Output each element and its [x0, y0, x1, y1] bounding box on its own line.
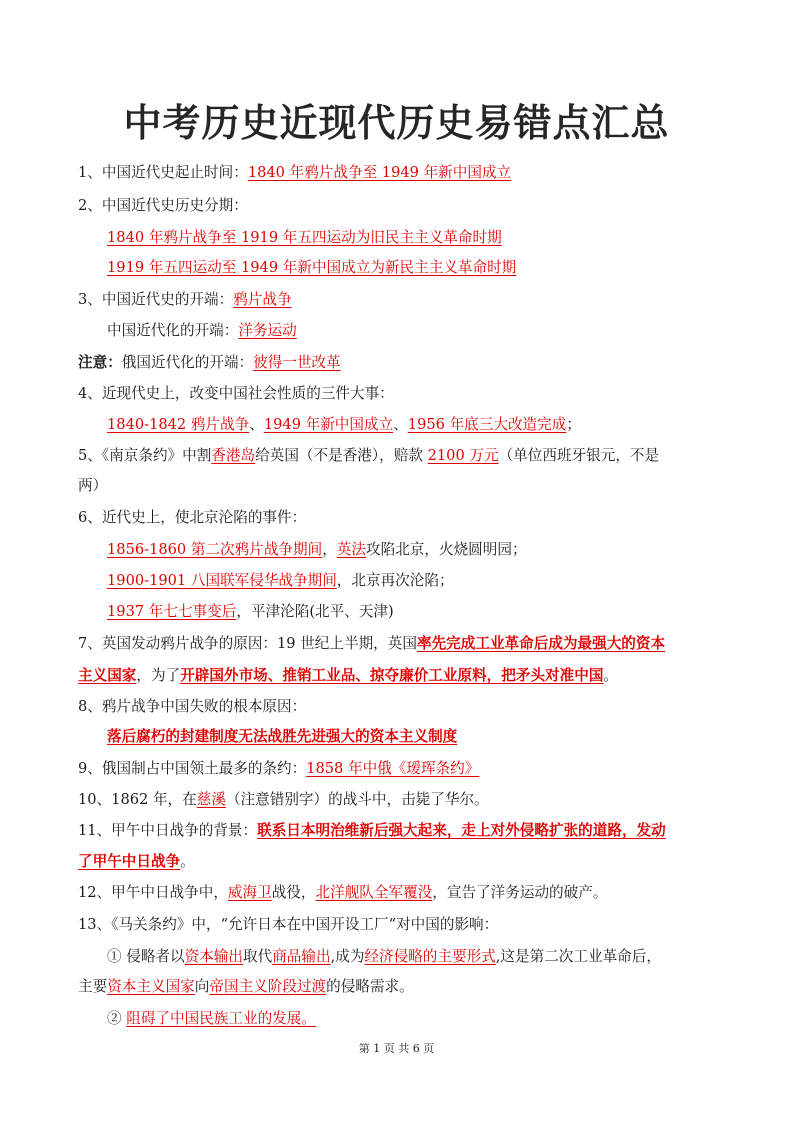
highlighted-text: 1919 年五四运动至 1949 年新中国成立为新民主主义革命时期 — [107, 259, 517, 276]
text-line — [107, 1009, 316, 1029]
text-line — [78, 883, 607, 903]
text-segment: 3、中国近代史的开端： — [78, 291, 234, 308]
text-line — [78, 196, 248, 216]
highlighted-text: 香港岛 — [211, 447, 256, 464]
text-segment: 9、俄国制占中国领土最多的条约： — [78, 760, 307, 777]
text-line — [78, 476, 107, 496]
text-segment: 中国近代化的开端： — [107, 322, 239, 339]
highlighted-text: 率先完成工业革命后成为最强大的资本 — [416, 635, 666, 652]
text-segment: 、 — [393, 416, 408, 433]
highlighted-text: 1956 年底三大改造完成 — [407, 416, 567, 433]
highlighted-text: 商品输出 — [272, 948, 331, 965]
text-line — [107, 258, 516, 278]
text-segment: （单位西班牙银元，不是 — [498, 447, 660, 464]
text-line — [107, 727, 457, 747]
text-segment: 12、甲午中日战争中， — [78, 884, 228, 901]
highlighted-text: 帝国主义阶段过渡 — [209, 978, 327, 995]
text-segment: 2、中国近代史历史分期： — [78, 197, 248, 214]
text-line — [78, 977, 414, 997]
text-segment: 13、《马关条约》中，“允许日本在中国开设工厂“对中国的影响： — [78, 916, 499, 933]
text-segment: ,成为 — [330, 948, 365, 965]
text-segment: 取代 — [243, 948, 273, 965]
text-segment: （注意错别字）的战斗中，击毙了华尔。 — [225, 791, 489, 808]
highlighted-text: 1856-1860 第二次鸦片战争期间 — [107, 541, 323, 558]
text-segment: 11、甲午中日战争的背景： — [78, 822, 258, 839]
text-line — [78, 634, 665, 654]
highlighted-text: 慈溪 — [196, 791, 226, 808]
text-line — [107, 571, 454, 591]
text-segment: 给英国（不是香港），赔款 — [255, 447, 428, 464]
highlighted-text: 1840 年鸦片战争至 1919 年五四运动为旧民主主义革命时期 — [107, 229, 502, 246]
text-line — [107, 228, 502, 248]
highlighted-text: 1900-1901 八国联军侵华战争期间 — [107, 572, 337, 589]
text-segment: 5、《南京条约》中割 — [78, 447, 212, 464]
text-line — [107, 540, 527, 560]
text-segment: ① 侵略者以 — [107, 948, 185, 965]
highlighted-text: 联系日本明治维新后强大起来，走上对外侵略扩张的道路，发动 — [257, 822, 666, 839]
highlighted-text: 北洋舰队全军覆没 — [315, 884, 433, 901]
text-line — [78, 759, 479, 779]
page-footer: 第 1 页 共 6 页 — [358, 1042, 435, 1055]
highlighted-text: 洋务运动 — [238, 322, 297, 339]
text-segment: 主要 — [78, 978, 108, 995]
text-segment: ,这是第二次工业革命后， — [495, 948, 661, 965]
highlighted-text: 资本输出 — [184, 948, 243, 965]
highlighted-text: 1840 年鸦片战争至 1949 年新中国成立 — [247, 164, 512, 181]
highlighted-text: 1949 年新中国成立 — [263, 416, 394, 433]
text-line — [78, 446, 659, 466]
text-line — [78, 790, 489, 810]
highlighted-text: 1858 年中俄《瑷珲条约》 — [306, 760, 480, 777]
text-line — [78, 915, 498, 935]
text-segment: 6、近代史上，使北京沦陷的事件： — [78, 509, 307, 526]
page-title: 中考历史近现代历史易错点汇总 — [123, 101, 670, 145]
text-line — [78, 353, 341, 373]
text-segment: ； — [566, 416, 581, 433]
text-line — [107, 947, 661, 967]
bold-label: 注意： — [78, 354, 122, 371]
text-line — [78, 852, 195, 872]
highlighted-text: 了甲午中日战争 — [78, 853, 181, 870]
highlighted-text: 鸦片战争 — [233, 291, 292, 308]
text-line — [107, 602, 394, 622]
text-segment: 4、近现代史上，改变中国社会性质的三件大事： — [78, 385, 394, 402]
text-segment: ， — [322, 541, 337, 558]
text-segment: ，北京再次沦陷； — [336, 572, 454, 589]
text-segment: 攻陷北京，火烧圆明园； — [366, 541, 527, 558]
highlighted-text: 1840-1842 鸦片战争 — [107, 416, 250, 433]
text-segment: 两） — [78, 477, 108, 494]
text-line — [78, 666, 618, 686]
highlighted-text: 落后腐朽的封建制度无法战胜先进强大的资本主义制度 — [107, 728, 458, 745]
highlighted-text: 开辟国外市场、推销工业品、掠夺廉价工业原料，把矛头对准中国 — [180, 667, 604, 684]
text-segment: 。 — [180, 853, 195, 870]
text-segment: 战役， — [271, 884, 316, 901]
text-segment: 7、英国发动鸦片战争的原因：19 世纪上半期，英国 — [78, 635, 417, 652]
text-line — [78, 384, 394, 404]
text-line — [78, 163, 511, 183]
text-segment: ，平津沦陷(北平、天津) — [236, 603, 394, 620]
text-segment: ，宣告了洋务运动的破产。 — [432, 884, 608, 901]
text-segment: 俄国近代化的开端： — [121, 354, 254, 371]
highlighted-text: 经济侵略的主要形式 — [364, 948, 496, 965]
text-segment: 、 — [249, 416, 264, 433]
text-line — [107, 321, 297, 341]
highlighted-text: 资本主义国家 — [107, 978, 195, 995]
highlighted-text: 威海卫 — [227, 884, 272, 901]
text-segment: ，为了 — [136, 667, 181, 684]
text-line — [78, 508, 306, 528]
text-line — [107, 415, 581, 435]
text-segment: 10、1862 年，在 — [78, 791, 197, 808]
highlighted-text: 1937 年七七事变后 — [107, 603, 237, 620]
text-segment: 8、鸦片战争中国失败的根本原因： — [78, 698, 307, 715]
text-segment: 向 — [194, 978, 210, 995]
highlighted-text: 彼得一世改革 — [253, 354, 341, 371]
text-line — [78, 697, 306, 717]
text-segment: 的侵略需求。 — [326, 978, 414, 995]
text-line — [78, 821, 666, 841]
highlighted-text: 2100 万元 — [427, 447, 499, 464]
text-segment: 。 — [603, 667, 619, 684]
highlighted-text: 英法 — [336, 541, 367, 558]
text-segment: ② — [107, 1010, 127, 1027]
text-line — [78, 290, 292, 310]
highlighted-text: 阻碍了中国民族工业的发展。 — [126, 1010, 316, 1027]
text-segment: 1、中国近代史起止时间： — [78, 164, 248, 181]
highlighted-text: 主义国家 — [78, 667, 137, 684]
